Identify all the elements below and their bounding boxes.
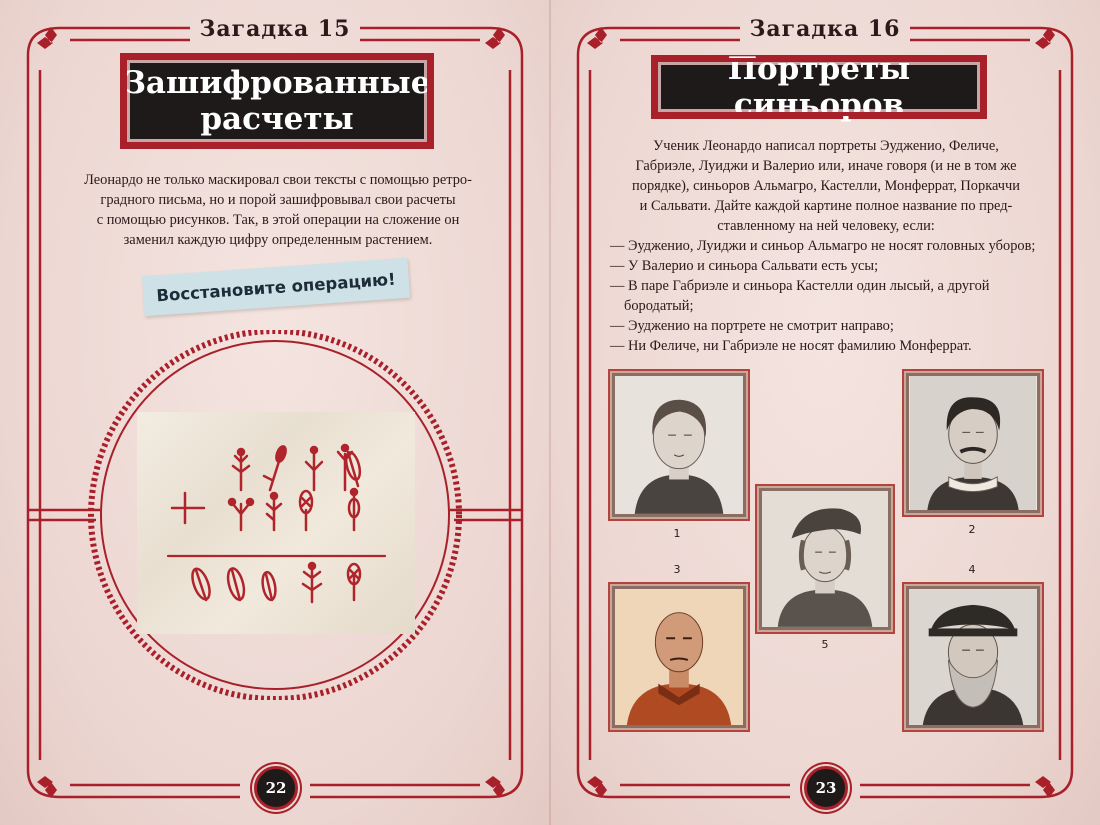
riddle-label: Загадка 16 — [749, 16, 901, 42]
portrait-label: 3 — [673, 563, 681, 576]
body-line: градного письма, но и порой зашифровывал свои расчеты — [100, 192, 456, 208]
plant-symbol — [225, 567, 247, 602]
page-number: 23 — [804, 766, 848, 810]
plant-symbol — [349, 489, 359, 530]
plant-symbol — [344, 451, 363, 486]
intro-line: и Сальвати. Дайте каждой картине полное название по пред- — [639, 198, 1013, 214]
portrait-1 — [608, 369, 750, 521]
riddle-label: Загадка 15 — [199, 16, 351, 42]
intro-line: ставленному на ней человеку, если: — [717, 218, 935, 234]
conditions-list — [610, 236, 1042, 356]
intro-line: Габриэле, Луиджи и Валерио или, иначе говоря (и не в том же — [635, 158, 1017, 174]
plant-symbol — [264, 445, 287, 490]
plus-symbol — [172, 493, 204, 523]
condition-item: — Эудженио, Луиджи и синьор Альмагро не носят головных уборов; — [610, 238, 1036, 254]
portrait-man-in-beret-icon — [762, 491, 888, 627]
body-line: с помощью рисунков. Так, в этой операции на сложение он — [96, 212, 460, 228]
condition-item: — В паре Габриэле и синьора Кастелли один лысый, а другой бородатый; — [610, 278, 990, 314]
condition-item: — Эудженио на портрете не смотрит направо; — [610, 318, 894, 334]
book-gutter — [549, 0, 551, 825]
portrait-label: 4 — [968, 563, 976, 576]
portrait-bald-man-icon — [615, 589, 743, 725]
plant-symbols — [0, 330, 550, 700]
body-line: заменил каждую цифру определенным растением. — [123, 232, 433, 248]
portrait-5 — [755, 484, 895, 634]
plant-symbol — [233, 449, 249, 490]
portrait-mustached-man-icon — [909, 376, 1037, 510]
plant-symbol — [229, 499, 253, 530]
plant-symbol — [300, 491, 312, 530]
condition-item: — У Валерио и синьора Сальвати есть усы; — [610, 258, 879, 274]
plant-symbol — [348, 564, 360, 600]
instruction-sticker: Восстановите операцию! — [142, 258, 410, 316]
right-page — [550, 0, 1100, 825]
portrait-bearded-man-icon — [909, 589, 1037, 725]
portrait-label: 2 — [968, 523, 976, 536]
intro-line: порядке), синьоров Альмагро, Кастелли, Монферрат, Поркаччи — [632, 178, 1020, 194]
portrait-label: 1 — [673, 527, 681, 540]
portrait-4 — [902, 582, 1044, 732]
plant-symbol — [189, 567, 213, 602]
cipher-puzzle — [0, 330, 550, 700]
page-number: 22 — [254, 766, 298, 810]
portrait-young-man-icon — [615, 376, 743, 514]
intro-text — [610, 136, 1042, 236]
page-title: Портреты синьоров — [658, 62, 980, 112]
body-line: Леонардо не только маскировал свои тексты с помощью ретро- — [84, 172, 472, 188]
body-text — [58, 170, 498, 250]
condition-item: — Ни Феличе, ни Габриэле не носят фамилию Монферрат. — [610, 338, 972, 354]
page-title: Зашифрованные расчеты — [127, 60, 427, 142]
riddle-text — [610, 136, 1042, 356]
intro-line: Ученик Леонардо написал портреты Эудженио, Феличе, — [653, 138, 999, 154]
plant-symbol — [267, 493, 281, 530]
plant-symbol — [261, 571, 278, 601]
portrait-2 — [902, 369, 1044, 517]
plant-symbol — [306, 447, 322, 490]
portrait-label: 5 — [821, 638, 829, 651]
portrait-3 — [608, 582, 750, 732]
plant-symbol — [303, 563, 321, 602]
